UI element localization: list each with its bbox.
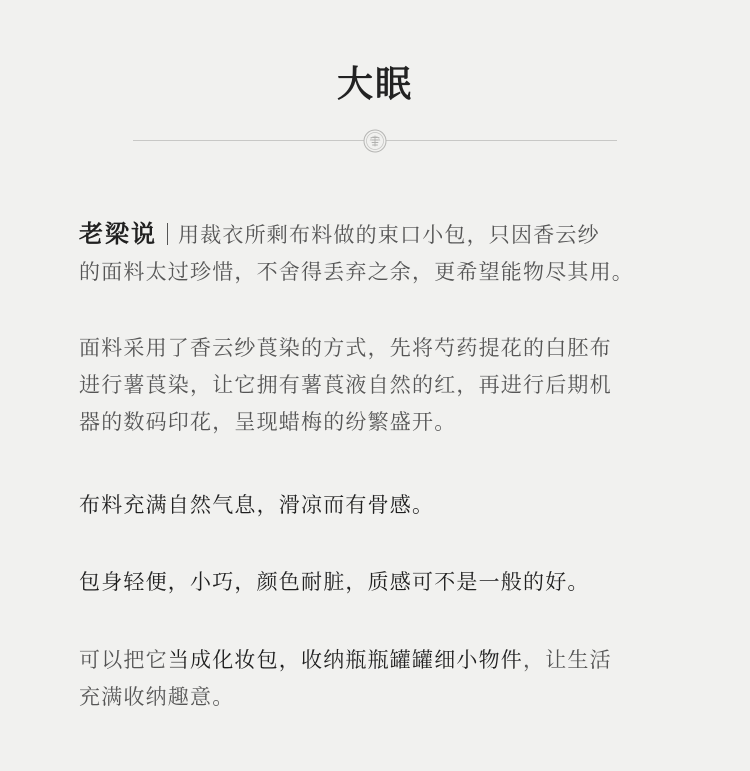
usage-line-1 (79, 642, 679, 679)
intro-text-1: 用裁衣所剩布料做的束口小包，只因香云纱 (178, 223, 600, 247)
intro-paragraph (79, 216, 679, 291)
dyeing-paragraph (79, 330, 679, 441)
page-title: 大眠 (336, 63, 413, 105)
usage-paragraph (79, 642, 679, 716)
usage-text-3: ，让生活 (523, 648, 612, 672)
intro-line-1 (79, 216, 679, 254)
ornamental-divider (133, 129, 617, 153)
fabric-paragraph (79, 487, 679, 524)
author-label: 老梁说 (79, 220, 157, 248)
intro-line-2: 的面料太过珍惜，不舍得丢弃之余，更希望能物尽其用。 (79, 260, 634, 284)
dyeing-line-1: 面料采用了香云纱莨染的方式，先将芍药提花的白胚布 (79, 336, 612, 360)
vertical-separator (167, 223, 168, 245)
usage-highlight: 当成化妆包，收纳瓶瓶罐罐细小物件 (167, 648, 524, 672)
usage-line-2: 充满收纳趣意。 (79, 685, 235, 709)
fabric-line: 布料充满自然气息，滑凉而有骨感。 (79, 493, 435, 517)
usage-text-1: 可以把它 (79, 648, 168, 672)
seal-emblem-icon (363, 129, 387, 153)
bag-quality-paragraph (79, 564, 679, 601)
bag-quality-line: 包身轻便，小巧，颜色耐脏，质感可不是一般的好。 (79, 570, 590, 594)
dyeing-line-2: 进行薯莨染，让它拥有薯莨液自然的红，再进行后期机 (79, 373, 612, 397)
dyeing-line-3: 器的数码印花，呈现蜡梅的纷繁盛开。 (79, 410, 457, 434)
